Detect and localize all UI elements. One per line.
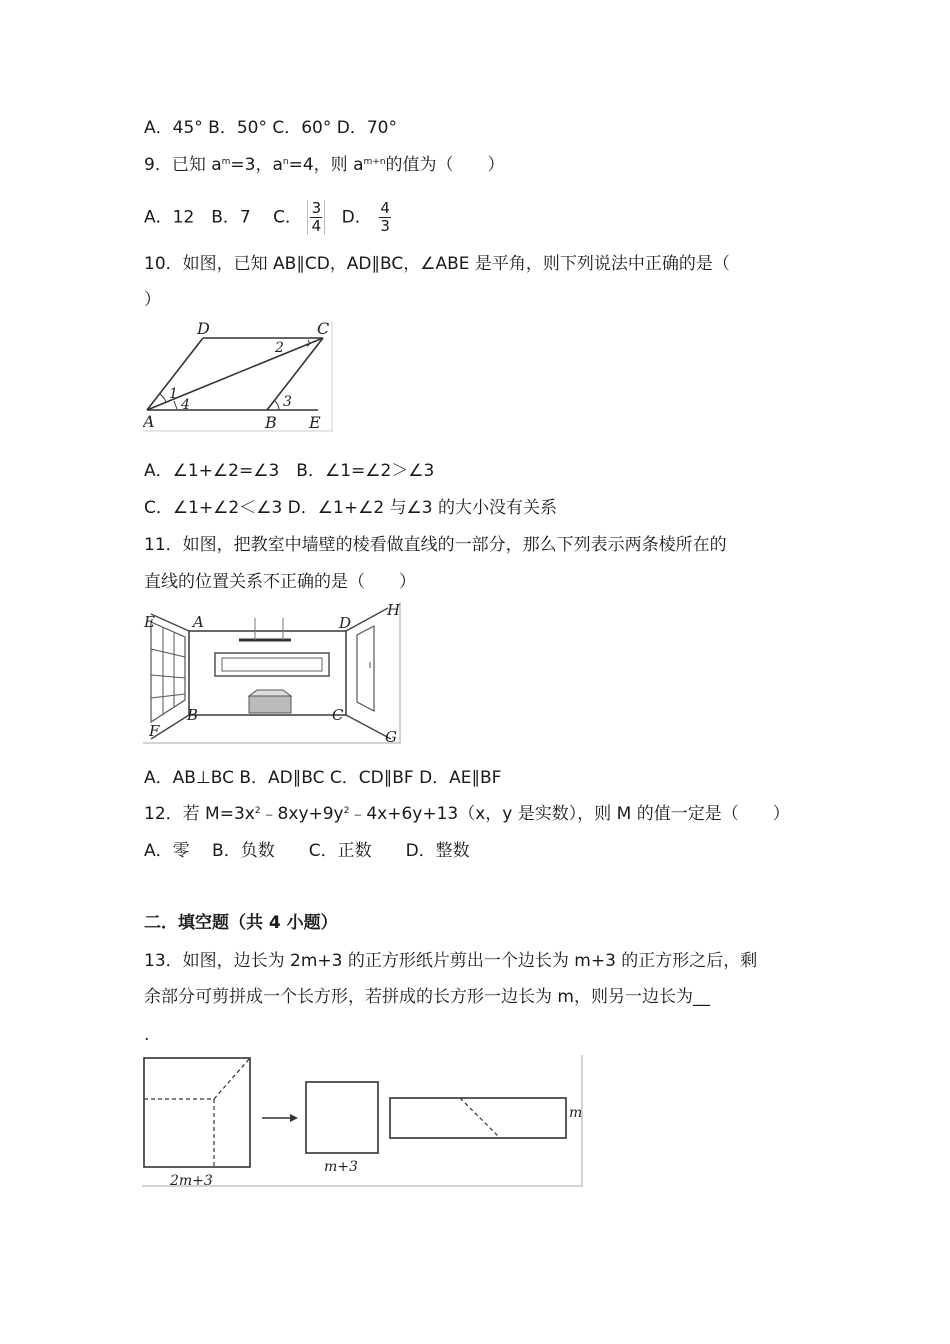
desk (249, 696, 291, 713)
label-H: H (387, 602, 401, 619)
q9-frac-d (377, 200, 393, 235)
q9-options (144, 200, 393, 235)
q9-frac-d-num: 4 (380, 199, 390, 217)
label-E: E (309, 413, 321, 432)
label-E: E (144, 613, 155, 631)
q9-mid1: =3，a (230, 155, 283, 175)
result-rectangle (390, 1098, 566, 1138)
q9-options-ab: A．12 B．7 C． (144, 207, 303, 228)
q13-square-figure (142, 1055, 585, 1188)
q13-line1: 13．如图，边长为 2m+3 的正方形纸片剪出一个边长为 m+3 的正方形之后，剩 (144, 951, 758, 971)
q9-frac-c-den: 4 (311, 217, 322, 235)
angle-2: 2 (275, 340, 284, 356)
q9-frac-c-num: 3 (311, 199, 322, 217)
q12-suffix: ﹣4x+6y+13（x，y 是实数），则 M 的值一定是（ ） (349, 804, 790, 824)
q12-prefix: 12．若 M=3x (144, 804, 255, 824)
q9-suffix: 的值为（ ） (385, 155, 505, 175)
label-F: F (149, 722, 160, 740)
door (357, 626, 374, 711)
label-C: C (332, 706, 344, 724)
q9-sup-m: m (221, 157, 231, 167)
q12-stem (144, 803, 790, 828)
q9-sup-n: n (282, 157, 289, 167)
label-A: A (193, 613, 204, 631)
angle-1: 1 (169, 386, 178, 402)
window (151, 622, 185, 722)
q12-sup1: 2 (254, 806, 261, 816)
q12-sup2: 2 (343, 806, 350, 816)
angle-3: 3 (283, 394, 292, 410)
q10-options-ab: A．∠1+∠2=∠3 B．∠1=∠2＞∠3 (144, 461, 435, 481)
q12-options: A．零 B．负数 C．正数 D．整数 (144, 841, 470, 861)
q13-line3: . (144, 1025, 150, 1045)
section-heading: 二．填空题（共 4 小题） (144, 913, 338, 933)
q9-frac-c (307, 200, 325, 235)
q11-options: A．AB⊥BC B．AD∥BC C．CD∥BF D．AE∥BF (144, 768, 502, 788)
label-m: m (569, 1105, 583, 1121)
angle-4: 4 (181, 397, 190, 413)
label-G: G (385, 728, 397, 745)
label-m3: m+3 (324, 1159, 358, 1175)
q9-stem (144, 154, 505, 179)
label-2m3: 2m+3 (170, 1173, 213, 1188)
q9-prefix: 9．已知 a (144, 155, 222, 175)
label-D: D (339, 614, 352, 632)
q11-line2: 直线的位置关系不正确的是（ ） (144, 572, 416, 592)
q10-line1: 10．如图，已知 AB∥CD，AD∥BC，∠ABE 是平角，则下列说法中正确的是（ (144, 254, 730, 274)
q13-line2: 余部分可剪拼成一个长方形，若拼成的长方形一边长为 m，则另一边长为__ (144, 987, 710, 1007)
label-D: D (197, 321, 210, 338)
q12-mid: ﹣8xy+9y (260, 804, 344, 824)
q9-option-d-label: D． (341, 207, 372, 228)
q9-mid2: =4，则 a (288, 155, 364, 175)
q11-classroom-figure (143, 602, 405, 745)
label-B: B (265, 413, 277, 432)
label-B: B (187, 706, 199, 724)
label-A: A (143, 412, 155, 431)
q10-line2: ） (144, 290, 161, 310)
q8-options: A．45° B．50° C．60° D．70° (144, 118, 397, 138)
small-square (306, 1082, 378, 1153)
label-C: C (317, 321, 330, 338)
blackboard (215, 653, 329, 676)
q10-parallelogram-figure (143, 321, 333, 433)
q11-line1: 11．如图，把教室中墙壁的棱看做直线的一部分，那么下列表示两条棱所在的 (144, 535, 727, 555)
q9-sup-mn: m+n (363, 157, 386, 167)
big-square (144, 1058, 250, 1167)
q9-frac-d-den: 3 (380, 217, 390, 235)
q10-options-cd: C．∠1+∠2＜∠3 D．∠1+∠2 与∠3 的大小没有关系 (144, 498, 557, 518)
